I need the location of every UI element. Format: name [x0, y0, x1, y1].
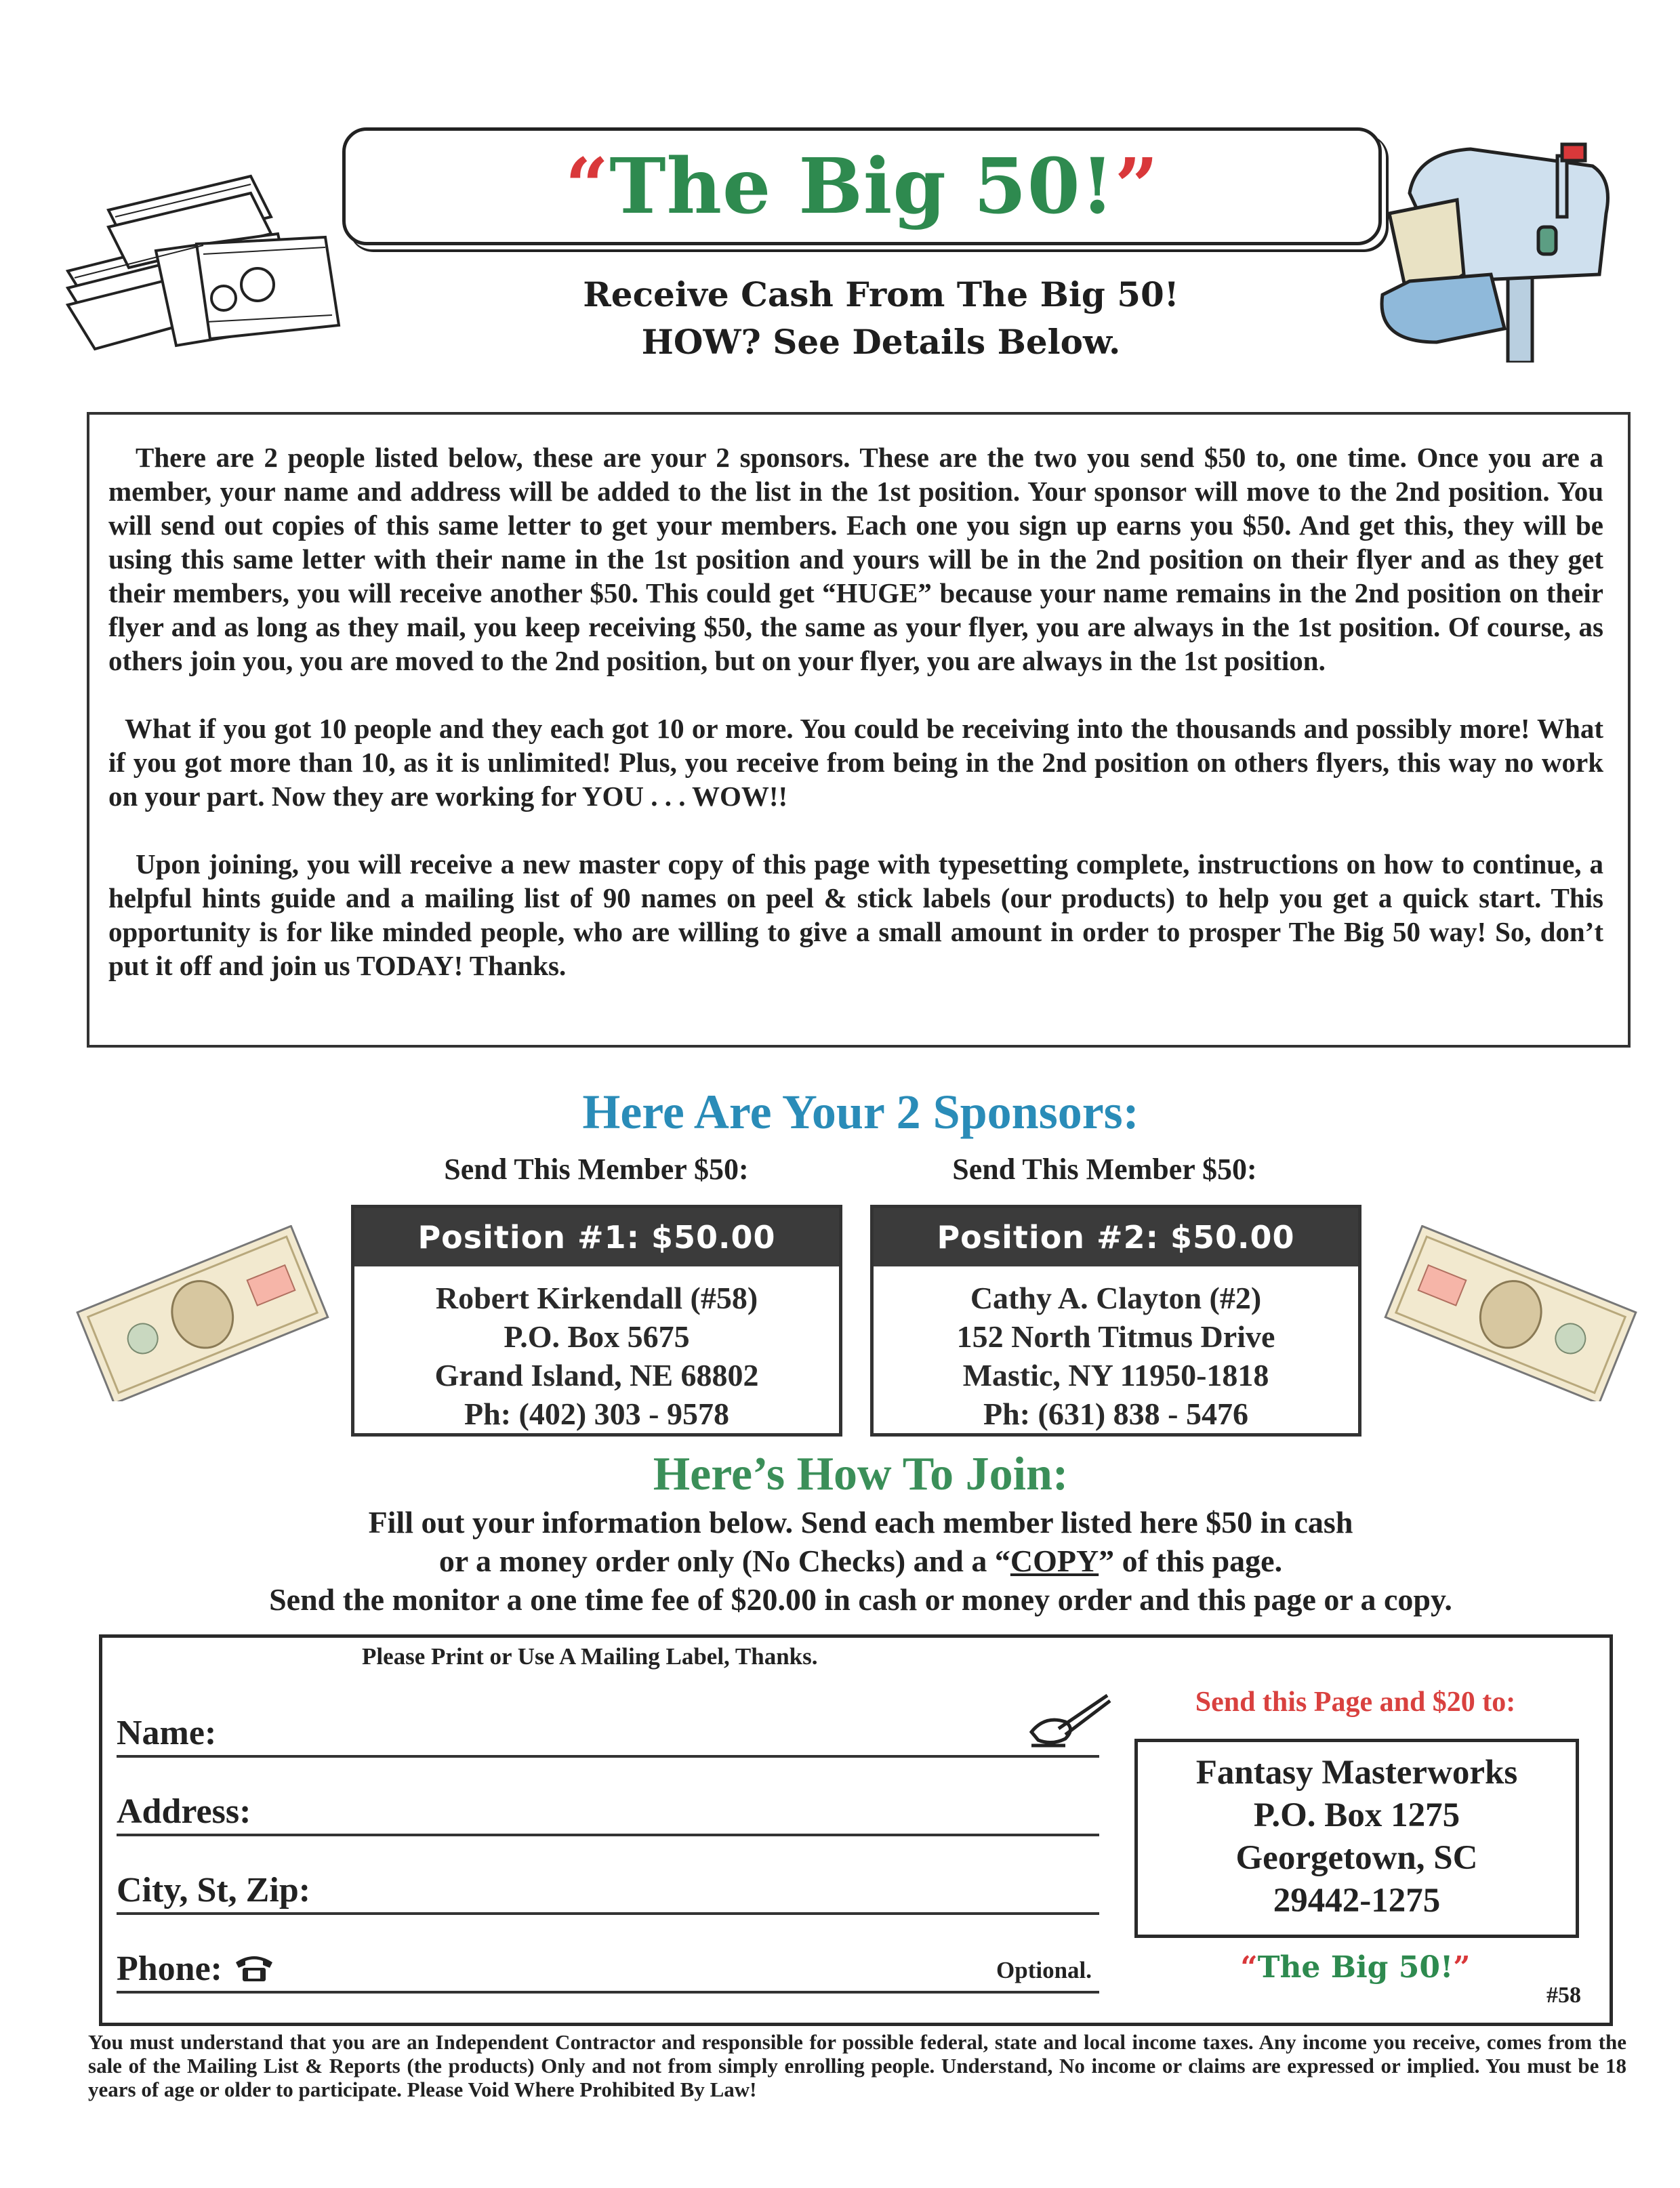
- details-box: [87, 412, 1631, 1048]
- name-label: Name:: [117, 1714, 217, 1752]
- small-title-close-quote: ”: [1453, 1950, 1471, 1985]
- subtitle: [407, 271, 1355, 366]
- details-paragraph: Upon joining, you will receive a new master copy of this page with typesetting complete, instructions on how to continue, a helpful hints guide and a mailing list of 90 names on peel & stick labels (our products) to help you get a quick start. This opportunity is for like minded people, who are willing to give a small amount in order to prosper The Big 50 way! So, don’t put it off and join us TODAY! Thanks.: [108, 848, 1603, 981]
- disclaimer: You must understand that you are an Independent Contractor and responsible for possible federal, state and local income taxes. Any income you receive, comes from the sale of the Mailing List & Reports (the products) Only and not from simply enrolling people. Understand, No income or claims are expressed or implied. You must be 18 years of age or older to participate. Please Void Where Prohibited By Law!: [88, 2030, 1626, 2101]
- title-banner: [342, 127, 1382, 245]
- pen-hand-icon: [1025, 1691, 1113, 1748]
- mailbox-icon: [1369, 139, 1626, 363]
- sponsor-1-city: Grand Island, NE 68802: [434, 1358, 759, 1392]
- page-title: [565, 142, 1159, 231]
- monitor-po-box: P.O. Box 1275: [1253, 1796, 1460, 1834]
- sponsor-2-phone: Ph: (631) 838 - 5476: [983, 1397, 1248, 1431]
- title-close-quote: ”: [1114, 142, 1160, 231]
- optional-label: Optional.: [996, 1957, 1092, 1983]
- sponsor-2-address: 152 North Titmus Drive: [956, 1319, 1275, 1354]
- title-open-quote: “: [565, 142, 610, 231]
- small-title-open-quote: “: [1240, 1950, 1258, 1985]
- name-input[interactable]: [117, 1755, 1099, 1758]
- position-2-header: Position #2: $50.00: [874, 1208, 1358, 1266]
- city-state-zip-label: City, St, Zip:: [117, 1871, 311, 1910]
- subtitle-line-2: HOW? See Details Below.: [641, 322, 1121, 362]
- join-heading: Here’s How To Join:: [653, 1448, 1069, 1500]
- title-main: The Big 50!: [609, 142, 1115, 231]
- sponsor-1-name: Robert Kirkendall (#58): [435, 1281, 758, 1315]
- small-title: [1152, 1950, 1559, 1985]
- fifty-dollar-bill-icon: [73, 1225, 331, 1401]
- small-title-main: The Big 50!: [1257, 1950, 1454, 1985]
- sponsor-2-city: Mastic, NY 11950-1818: [962, 1358, 1269, 1392]
- phone-input[interactable]: [117, 1991, 1099, 1994]
- flyer-code: #58: [1546, 1983, 1581, 2008]
- monitor-address-box: [1134, 1739, 1579, 1938]
- send-to-label: Send this Page and $20 to:: [1195, 1687, 1516, 1718]
- phone-label: Phone:: [117, 1949, 222, 1988]
- join-line-2: [136, 1542, 1586, 1580]
- print-note: Please Print or Use A Mailing Label, Thanks.: [362, 1643, 818, 1670]
- join-line-2-pre: or a money order only (No Checks) and a “: [438, 1544, 1010, 1578]
- city-state-zip-input[interactable]: [117, 1912, 1099, 1915]
- send-label-2: Send This Member $50:: [952, 1153, 1257, 1186]
- sponsor-1-phone: Ph: (402) 303 - 9578: [464, 1397, 729, 1431]
- address-input[interactable]: [117, 1834, 1099, 1836]
- sponsor-2-name: Cathy A. Clayton (#2): [970, 1281, 1262, 1315]
- sponsors-heading: Here Are Your 2 Sponsors:: [582, 1085, 1139, 1139]
- details-paragraph: There are 2 people listed below, these are your 2 sponsors. These are the two you send $50 to, one time. Once you are a member, your name and address will be added to the list in the 1st position. Your sponsor will move to the 2nd position. You will send out copies of this same letter to get your members. Each one you sign up earns you $50. And get this, they will be using this same letter with their name in the 1st position and yours will be in the 2nd position on their flyer and as they get their members, you will receive another $50. This could get “HUGE” because your name remains in the 2nd position on their flyer and as long as they mail, you keep receiving $50, the same as your flyer, you are always in the 1st position. Of course, as others join you, you are moved to the 2nd position, but on your flyer, you are always in the 1st position.: [108, 442, 1603, 676]
- details-paragraph: What if you got 10 people and they each got 10 or more. You could be receiving into the thousands and possibly more! What if you got more than 10, as it is unlimited! Plus, you receive from being in the 2nd position on others flyers, this way no work on your part. Now they are working for YOU . . . WOW!!: [108, 713, 1603, 812]
- money-stack-icon: [54, 169, 352, 373]
- copy-emphasis: COPY: [1010, 1544, 1099, 1578]
- sponsor-1-box: [351, 1205, 842, 1437]
- monitor-name: Fantasy Masterworks: [1195, 1754, 1518, 1792]
- sponsor-2-box: [870, 1205, 1361, 1437]
- send-label-1: Send This Member $50:: [444, 1153, 749, 1186]
- join-line-2-post: ” of this page.: [1099, 1544, 1283, 1578]
- position-1-header: Position #1: $50.00: [354, 1208, 839, 1266]
- join-instructions: [136, 1503, 1586, 1619]
- sponsor-1-address: P.O. Box 5675: [504, 1319, 690, 1354]
- join-line-1: Fill out your information below. Send each member listed here $50 in cash: [368, 1505, 1353, 1540]
- monitor-zip: 29442-1275: [1273, 1882, 1441, 1920]
- address-label: Address:: [117, 1792, 251, 1831]
- telephone-icon: [233, 1952, 275, 1984]
- subtitle-line-1: Receive Cash From The Big 50!: [583, 274, 1179, 314]
- fifty-dollar-bill-icon: [1382, 1225, 1640, 1401]
- monitor-city: Georgetown, SC: [1235, 1839, 1478, 1877]
- join-line-3: Send the monitor a one time fee of $20.00 in cash or money order and this page or a copy.: [269, 1582, 1452, 1617]
